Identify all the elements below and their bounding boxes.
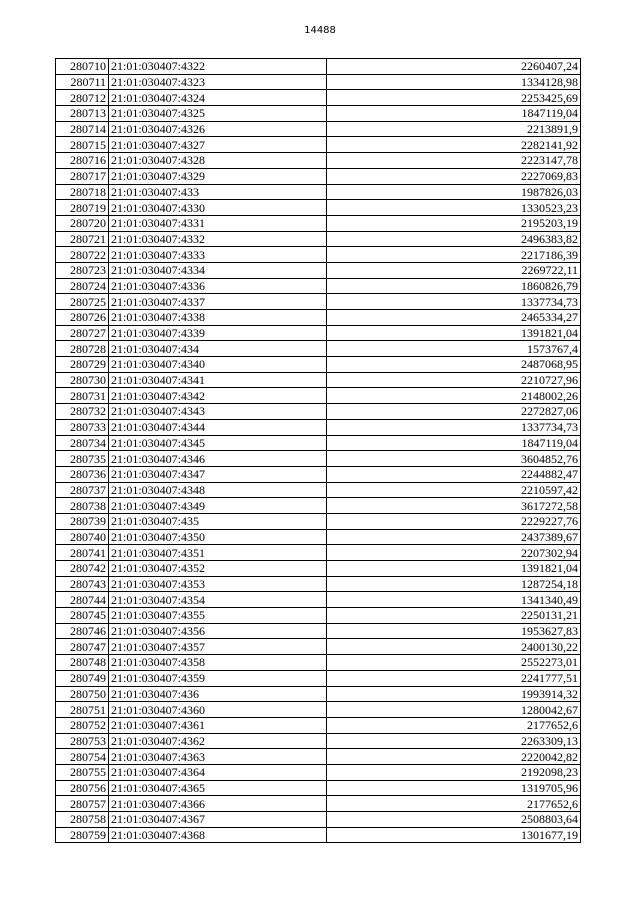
cadastral-number-cell: 21:01:030407:4326 — [109, 121, 327, 137]
row-number-cell: 280733 — [56, 419, 109, 435]
cadastral-value-cell: 2282141,92 — [327, 137, 581, 153]
cadastral-value-cell: 2269722,11 — [327, 262, 581, 278]
table-row — [56, 513, 581, 529]
cadastral-number-cell: 21:01:030407:4356 — [109, 623, 327, 639]
table-row — [56, 639, 581, 655]
cadastral-value-cell: 1391821,04 — [327, 325, 581, 341]
cadastral-number-cell: 21:01:030407:4339 — [109, 325, 327, 341]
table-row — [56, 592, 581, 608]
cadastral-number-cell: 21:01:030407:4361 — [109, 717, 327, 733]
cadastral-value-cell: 1319705,96 — [327, 780, 581, 796]
cadastral-number-cell: 21:01:030407:4336 — [109, 278, 327, 294]
table-row — [56, 388, 581, 404]
page-number: 14488 — [304, 25, 336, 36]
cadastral-value-cell: 2465334,27 — [327, 310, 581, 326]
cadastral-number-cell: 21:01:030407:4343 — [109, 404, 327, 420]
row-number-cell: 280727 — [56, 325, 109, 341]
table-row — [56, 498, 581, 514]
cadastral-number-cell: 21:01:030407:4329 — [109, 168, 327, 184]
row-number-cell: 280732 — [56, 404, 109, 420]
row-number-cell: 280737 — [56, 482, 109, 498]
cadastral-number-cell: 21:01:030407:434 — [109, 341, 327, 357]
table-row — [56, 168, 581, 184]
table-row — [56, 482, 581, 498]
cadastral-value-cell: 2508803,64 — [327, 812, 581, 828]
row-number-cell: 280711 — [56, 74, 109, 90]
table-row — [56, 310, 581, 326]
table-row — [56, 215, 581, 231]
table-row — [56, 451, 581, 467]
row-number-cell: 280716 — [56, 153, 109, 169]
cadastral-number-cell: 21:01:030407:4338 — [109, 310, 327, 326]
row-number-cell: 280745 — [56, 608, 109, 624]
row-number-cell: 280710 — [56, 59, 109, 75]
cadastral-value-cell: 1337734,73 — [327, 294, 581, 310]
cadastral-value-cell: 1573767,4 — [327, 341, 581, 357]
cadastral-value-cell: 2220042,82 — [327, 749, 581, 765]
cadastral-number-cell: 21:01:030407:4344 — [109, 419, 327, 435]
row-number-cell: 280751 — [56, 702, 109, 718]
cadastral-value-cell: 1847119,04 — [327, 435, 581, 451]
cadastral-value-cell: 1860826,79 — [327, 278, 581, 294]
table-row — [56, 153, 581, 169]
cadastral-value-cell: 2227069,83 — [327, 168, 581, 184]
cadastral-value-cell: 2207302,94 — [327, 545, 581, 561]
cadastral-number-cell: 21:01:030407:4334 — [109, 262, 327, 278]
table-row — [56, 733, 581, 749]
table-row — [56, 529, 581, 545]
row-number-cell: 280724 — [56, 278, 109, 294]
cadastral-number-cell: 21:01:030407:4330 — [109, 200, 327, 216]
cadastral-number-cell: 21:01:030407:4342 — [109, 388, 327, 404]
cadastral-value-cell: 1993914,32 — [327, 686, 581, 702]
cadastral-number-cell: 21:01:030407:4348 — [109, 482, 327, 498]
cadastral-number-cell: 21:01:030407:4328 — [109, 153, 327, 169]
table-row — [56, 90, 581, 106]
cadastral-number-cell: 21:01:030407:4352 — [109, 561, 327, 577]
table-row — [56, 702, 581, 718]
table-row — [56, 59, 581, 75]
row-number-cell: 280720 — [56, 215, 109, 231]
cadastral-number-cell: 21:01:030407:4354 — [109, 592, 327, 608]
cadastral-number-cell: 21:01:030407:4362 — [109, 733, 327, 749]
table-row — [56, 404, 581, 420]
table-row — [56, 827, 581, 843]
cadastral-value-cell: 2244882,47 — [327, 466, 581, 482]
cadastral-value-cell: 2217186,39 — [327, 247, 581, 263]
row-number-cell: 280717 — [56, 168, 109, 184]
row-number-cell: 280746 — [56, 623, 109, 639]
table-row — [56, 561, 581, 577]
cadastral-number-cell: 21:01:030407:4363 — [109, 749, 327, 765]
cadastral-number-cell: 21:01:030407:435 — [109, 513, 327, 529]
cadastral-number-cell: 21:01:030407:4340 — [109, 357, 327, 373]
row-number-cell: 280718 — [56, 184, 109, 200]
cadastral-value-cell: 3617272,58 — [327, 498, 581, 514]
cadastral-value-cell: 2241777,51 — [327, 670, 581, 686]
row-number-cell: 280740 — [56, 529, 109, 545]
row-number-cell: 280730 — [56, 372, 109, 388]
table-row — [56, 749, 581, 765]
cadastral-number-cell: 21:01:030407:4350 — [109, 529, 327, 545]
cadastral-number-cell: 21:01:030407:4322 — [109, 59, 327, 75]
row-number-cell: 280726 — [56, 310, 109, 326]
table-row — [56, 812, 581, 828]
row-number-cell: 280719 — [56, 200, 109, 216]
cadastral-number-cell: 21:01:030407:4332 — [109, 231, 327, 247]
cadastral-number-cell: 21:01:030407:4346 — [109, 451, 327, 467]
cadastral-value-cell: 2260407,24 — [327, 59, 581, 75]
cadastral-value-cell: 2210727,96 — [327, 372, 581, 388]
table-row — [56, 655, 581, 671]
row-number-cell: 280749 — [56, 670, 109, 686]
table-row — [56, 278, 581, 294]
cadastral-number-cell: 21:01:030407:4355 — [109, 608, 327, 624]
cadastral-value-cell: 1953627,83 — [327, 623, 581, 639]
table-row — [56, 670, 581, 686]
row-number-cell: 280729 — [56, 357, 109, 373]
table-row — [56, 262, 581, 278]
table-row — [56, 325, 581, 341]
cadastral-value-cell: 2195203,19 — [327, 215, 581, 231]
cadastral-value-cell: 2487068,95 — [327, 357, 581, 373]
cadastral-value-cell: 1847119,04 — [327, 106, 581, 122]
table-row — [56, 184, 581, 200]
cadastral-value-cell: 2213891,9 — [327, 121, 581, 137]
table-row — [56, 796, 581, 812]
cadastral-value-cell: 2400130,22 — [327, 639, 581, 655]
row-number-cell: 280752 — [56, 717, 109, 733]
table-row — [56, 576, 581, 592]
row-number-cell: 280722 — [56, 247, 109, 263]
cadastral-number-cell: 21:01:030407:4337 — [109, 294, 327, 310]
cadastral-value-cell: 2253425,69 — [327, 90, 581, 106]
table-row — [56, 419, 581, 435]
cadastral-value-cell: 1334128,98 — [327, 74, 581, 90]
cadastral-value-cell: 1337734,73 — [327, 419, 581, 435]
cadastral-value-cell: 2263309,13 — [327, 733, 581, 749]
cadastral-value-cell: 2272827,06 — [327, 404, 581, 420]
cadastral-number-cell: 21:01:030407:4367 — [109, 812, 327, 828]
cadastral-number-cell: 21:01:030407:4341 — [109, 372, 327, 388]
cadastral-number-cell: 21:01:030407:4349 — [109, 498, 327, 514]
row-number-cell: 280759 — [56, 827, 109, 843]
row-number-cell: 280758 — [56, 812, 109, 828]
cadastral-number-cell: 21:01:030407:4347 — [109, 466, 327, 482]
cadastral-number-cell: 21:01:030407:4366 — [109, 796, 327, 812]
cadastral-value-cell: 1280042,67 — [327, 702, 581, 718]
cadastral-number-cell: 21:01:030407:4365 — [109, 780, 327, 796]
cadastral-number-cell: 21:01:030407:4345 — [109, 435, 327, 451]
table-row — [56, 780, 581, 796]
cadastral-value-cell: 2192098,23 — [327, 764, 581, 780]
cadastral-number-cell: 21:01:030407:4333 — [109, 247, 327, 263]
row-number-cell: 280753 — [56, 733, 109, 749]
table-row — [56, 106, 581, 122]
row-number-cell: 280734 — [56, 435, 109, 451]
table-row — [56, 231, 581, 247]
row-number-cell: 280725 — [56, 294, 109, 310]
row-number-cell: 280714 — [56, 121, 109, 137]
row-number-cell: 280756 — [56, 780, 109, 796]
row-number-cell: 280731 — [56, 388, 109, 404]
row-number-cell: 280744 — [56, 592, 109, 608]
row-number-cell: 280715 — [56, 137, 109, 153]
row-number-cell: 280747 — [56, 639, 109, 655]
cadastral-number-cell: 21:01:030407:4324 — [109, 90, 327, 106]
cadastral-value-cell: 2177652,6 — [327, 796, 581, 812]
row-number-cell: 280750 — [56, 686, 109, 702]
cadastral-number-cell: 21:01:030407:4358 — [109, 655, 327, 671]
cadastral-number-cell: 21:01:030407:4327 — [109, 137, 327, 153]
table-row — [56, 294, 581, 310]
cadastral-value-cell: 2250131,21 — [327, 608, 581, 624]
cadastral-number-cell: 21:01:030407:436 — [109, 686, 327, 702]
row-number-cell: 280748 — [56, 655, 109, 671]
row-number-cell: 280735 — [56, 451, 109, 467]
cadastral-value-cell: 1987826,03 — [327, 184, 581, 200]
table-row — [56, 357, 581, 373]
cadastral-value-cell: 1301677,19 — [327, 827, 581, 843]
table-row — [56, 74, 581, 90]
table-row — [56, 372, 581, 388]
table-row — [56, 341, 581, 357]
table-row — [56, 435, 581, 451]
cadastral-number-cell: 21:01:030407:4351 — [109, 545, 327, 561]
cadastral-value-cell: 1391821,04 — [327, 561, 581, 577]
row-number-cell: 280736 — [56, 466, 109, 482]
row-number-cell: 280723 — [56, 262, 109, 278]
cadastral-value-cell: 2210597,42 — [327, 482, 581, 498]
cadastral-number-cell: 21:01:030407:4323 — [109, 74, 327, 90]
cadastral-value-cell: 2148002,26 — [327, 388, 581, 404]
cadastral-value-cell: 2552273,01 — [327, 655, 581, 671]
table-row — [56, 137, 581, 153]
row-number-cell: 280742 — [56, 561, 109, 577]
table-row — [56, 717, 581, 733]
cadastral-number-cell: 21:01:030407:4359 — [109, 670, 327, 686]
table-row — [56, 466, 581, 482]
cadastral-number-cell: 21:01:030407:4360 — [109, 702, 327, 718]
row-number-cell: 280713 — [56, 106, 109, 122]
table-row — [56, 545, 581, 561]
cadastral-number-cell: 21:01:030407:4325 — [109, 106, 327, 122]
table-row — [56, 121, 581, 137]
table-row — [56, 623, 581, 639]
row-number-cell: 280738 — [56, 498, 109, 514]
row-number-cell: 280728 — [56, 341, 109, 357]
cadastral-value-cell: 2223147,78 — [327, 153, 581, 169]
row-number-cell: 280739 — [56, 513, 109, 529]
cadastral-value-cell: 1287254,18 — [327, 576, 581, 592]
cadastral-number-cell: 21:01:030407:4364 — [109, 764, 327, 780]
row-number-cell: 280757 — [56, 796, 109, 812]
cadastral-number-cell: 21:01:030407:4353 — [109, 576, 327, 592]
row-number-cell: 280743 — [56, 576, 109, 592]
cadastral-value-cell: 2229227,76 — [327, 513, 581, 529]
row-number-cell: 280712 — [56, 90, 109, 106]
cadastral-number-cell: 21:01:030407:4368 — [109, 827, 327, 843]
cadastral-value-cell: 1341340,49 — [327, 592, 581, 608]
cadastral-number-cell: 21:01:030407:4331 — [109, 215, 327, 231]
cadastral-number-cell: 21:01:030407:4357 — [109, 639, 327, 655]
cadastral-value-cell: 2177652,6 — [327, 717, 581, 733]
row-number-cell: 280721 — [56, 231, 109, 247]
row-number-cell: 280741 — [56, 545, 109, 561]
table-row — [56, 247, 581, 263]
table-row — [56, 764, 581, 780]
cadastral-value-cell: 2496383,82 — [327, 231, 581, 247]
cadastral-number-cell: 21:01:030407:433 — [109, 184, 327, 200]
cadastral-value-cell: 1330523,23 — [327, 200, 581, 216]
row-number-cell: 280755 — [56, 764, 109, 780]
table-row — [56, 686, 581, 702]
table-body — [56, 59, 581, 843]
table-row — [56, 200, 581, 216]
cadastral-value-cell: 3604852,76 — [327, 451, 581, 467]
row-number-cell: 280754 — [56, 749, 109, 765]
table-row — [56, 608, 581, 624]
cadastral-value-table — [55, 58, 581, 843]
cadastral-value-cell: 2437389,67 — [327, 529, 581, 545]
